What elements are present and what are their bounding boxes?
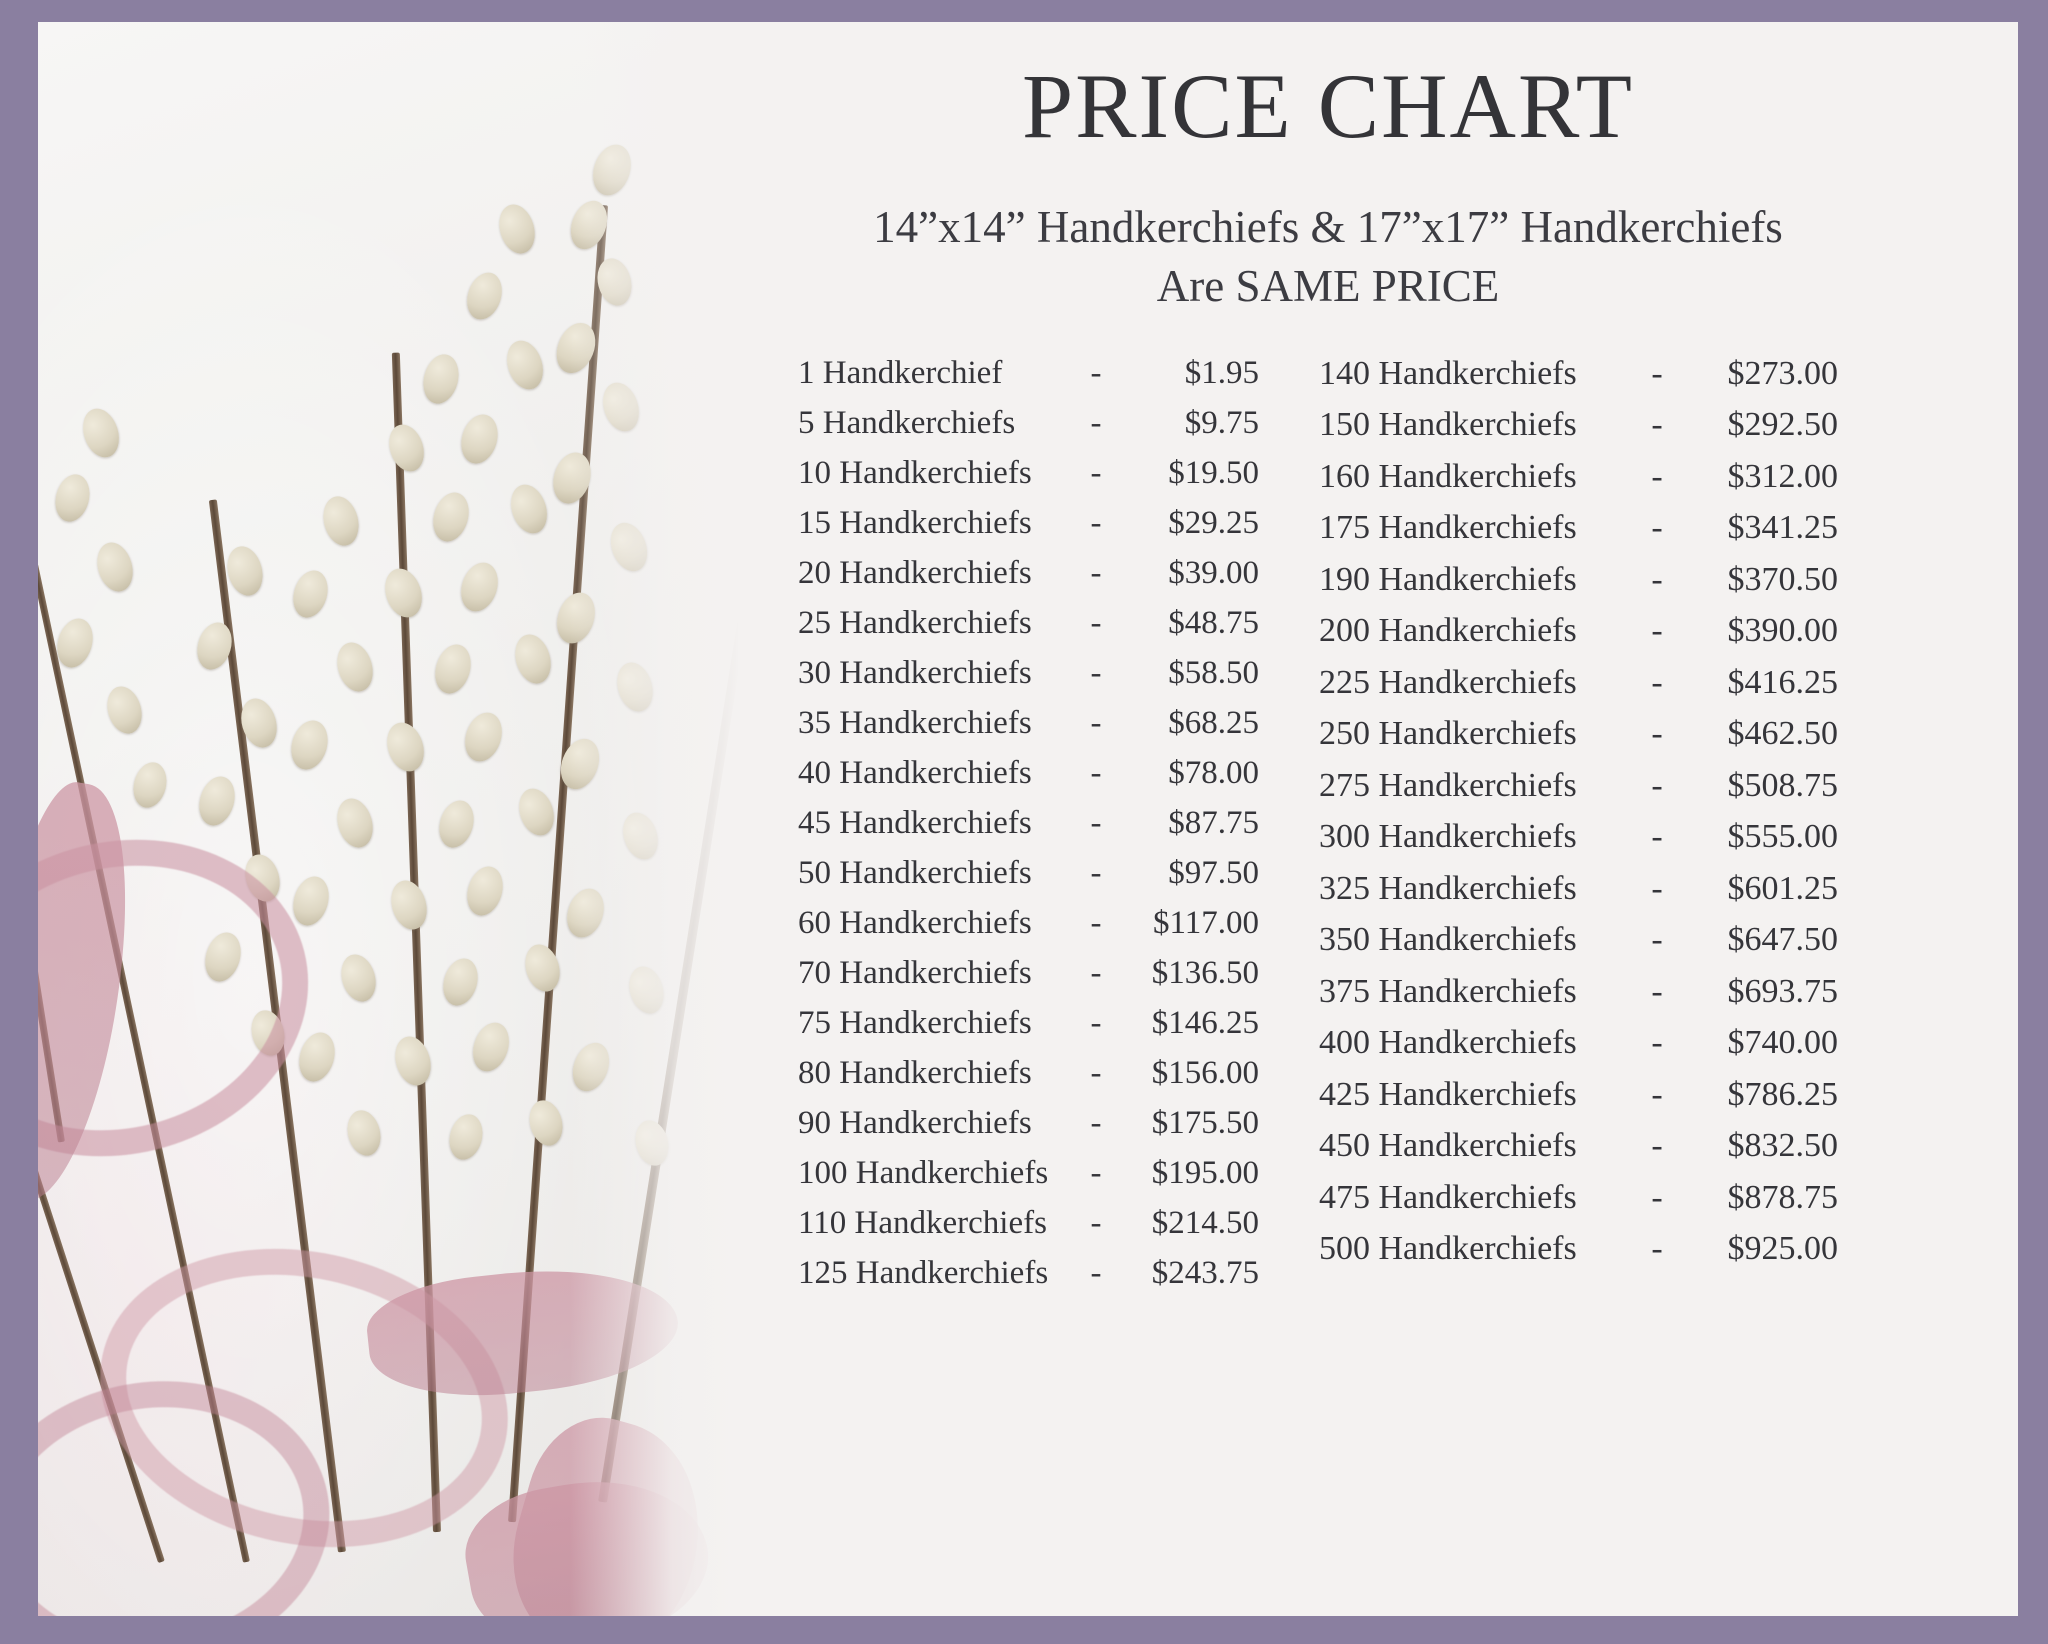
price-row-price: $508.75 bbox=[1727, 766, 1838, 804]
price-row-price: $786.25 bbox=[1727, 1075, 1838, 1113]
price-row-dash: - bbox=[1651, 354, 1663, 392]
price-row-price: $39.00 bbox=[1168, 554, 1259, 591]
price-row-dash: - bbox=[1651, 1075, 1663, 1113]
price-columns bbox=[638, 354, 2018, 1307]
price-row-price: $601.25 bbox=[1727, 869, 1838, 907]
price-row bbox=[1319, 1178, 1838, 1216]
price-row-quantity: 125 Handkerchiefs bbox=[798, 1254, 1049, 1291]
price-row-quantity: 160 Handkerchiefs bbox=[1319, 457, 1577, 495]
price-row-quantity: 175 Handkerchiefs bbox=[1319, 509, 1577, 547]
price-row-price: $214.50 bbox=[1151, 1204, 1259, 1241]
price-row-quantity: 300 Handkerchiefs bbox=[1319, 818, 1577, 856]
price-row-quantity: 475 Handkerchiefs bbox=[1319, 1178, 1577, 1216]
price-row-quantity: 325 Handkerchiefs bbox=[1319, 869, 1577, 907]
price-row-dash: - bbox=[1651, 560, 1663, 598]
price-row-quantity: 5 Handkerchiefs bbox=[798, 404, 1016, 441]
price-row-dash: - bbox=[1090, 404, 1102, 441]
price-row-dash: - bbox=[1651, 1024, 1663, 1062]
price-row-price: $156.00 bbox=[1151, 1054, 1259, 1091]
price-row-dash: - bbox=[1651, 1178, 1663, 1216]
price-row bbox=[1319, 663, 1838, 701]
price-row-dash: - bbox=[1090, 754, 1102, 791]
price-row-price: $462.50 bbox=[1727, 715, 1838, 753]
price-row-price: $195.00 bbox=[1151, 1154, 1259, 1191]
price-row bbox=[798, 754, 1259, 791]
price-row-quantity: 15 Handkerchiefs bbox=[798, 504, 1032, 541]
price-row-quantity: 350 Handkerchiefs bbox=[1319, 921, 1577, 959]
price-row-quantity: 150 Handkerchiefs bbox=[1319, 406, 1577, 444]
price-row bbox=[798, 354, 1259, 391]
price-row-price: $740.00 bbox=[1727, 1024, 1838, 1062]
price-column-right bbox=[1319, 354, 1838, 1307]
price-row bbox=[1319, 1232, 1838, 1266]
price-row bbox=[798, 604, 1259, 641]
page-title: PRICE CHART bbox=[1021, 55, 1634, 157]
price-row-price: $693.75 bbox=[1727, 972, 1838, 1010]
price-row-price: $146.25 bbox=[1151, 1004, 1259, 1041]
price-row-price: $312.00 bbox=[1727, 457, 1838, 495]
price-row-dash: - bbox=[1090, 554, 1102, 591]
price-row-quantity: 25 Handkerchiefs bbox=[798, 604, 1032, 641]
price-row-price: $19.50 bbox=[1168, 454, 1259, 491]
price-row-price: $68.25 bbox=[1168, 704, 1259, 741]
price-column-left bbox=[798, 354, 1259, 1307]
price-row bbox=[798, 804, 1259, 841]
chart-content bbox=[638, 22, 2018, 1616]
price-row-quantity: 425 Handkerchiefs bbox=[1319, 1075, 1577, 1113]
price-row-dash: - bbox=[1090, 704, 1102, 741]
price-row-dash: - bbox=[1090, 1204, 1102, 1241]
price-row-quantity: 80 Handkerchiefs bbox=[798, 1054, 1032, 1091]
price-row-dash: - bbox=[1651, 457, 1663, 495]
price-row-price: $175.50 bbox=[1151, 1104, 1259, 1141]
subtitle-line-2: Are SAME PRICE bbox=[1156, 261, 1500, 312]
price-row-quantity: 70 Handkerchiefs bbox=[798, 954, 1032, 991]
price-row-price: $58.50 bbox=[1168, 654, 1259, 691]
price-row bbox=[1319, 511, 1838, 545]
price-row bbox=[1319, 408, 1838, 442]
price-row-price: $273.00 bbox=[1727, 354, 1838, 392]
price-row bbox=[798, 654, 1259, 691]
price-row-dash: - bbox=[1651, 766, 1663, 804]
price-row-dash: - bbox=[1090, 1004, 1102, 1041]
price-row-dash: - bbox=[1651, 663, 1663, 701]
price-row-dash: - bbox=[1090, 654, 1102, 691]
price-row-quantity: 275 Handkerchiefs bbox=[1319, 766, 1577, 804]
price-row bbox=[798, 454, 1259, 491]
price-row-quantity: 40 Handkerchiefs bbox=[798, 754, 1032, 791]
price-row-dash: - bbox=[1651, 972, 1663, 1010]
price-row-dash: - bbox=[1651, 818, 1663, 856]
subtitle bbox=[668, 198, 1988, 317]
price-row bbox=[798, 954, 1259, 991]
price-row-quantity: 75 Handkerchiefs bbox=[798, 1004, 1032, 1041]
price-row-dash: - bbox=[1090, 1054, 1102, 1091]
price-row bbox=[1319, 1075, 1838, 1113]
price-row-quantity: 1 Handkerchief bbox=[798, 354, 1003, 391]
price-row bbox=[1319, 717, 1838, 751]
price-row-quantity: 30 Handkerchiefs bbox=[798, 654, 1032, 691]
price-row bbox=[798, 1254, 1259, 1291]
price-row-dash: - bbox=[1090, 904, 1102, 941]
price-row-price: $292.50 bbox=[1727, 406, 1838, 444]
price-row bbox=[1319, 1129, 1838, 1163]
price-row-dash: - bbox=[1090, 1254, 1102, 1291]
price-row-quantity: 10 Handkerchiefs bbox=[798, 454, 1032, 491]
price-row-quantity: 20 Handkerchiefs bbox=[798, 554, 1032, 591]
price-row-quantity: 110 Handkerchiefs bbox=[798, 1204, 1047, 1241]
price-row bbox=[798, 404, 1259, 441]
price-row-price: $341.25 bbox=[1727, 509, 1838, 547]
price-row bbox=[1319, 560, 1838, 598]
price-row bbox=[798, 854, 1259, 891]
price-row-price: $136.50 bbox=[1151, 954, 1259, 991]
price-row-dash: - bbox=[1090, 604, 1102, 641]
price-row-price: $1.95 bbox=[1184, 354, 1259, 391]
price-row-price: $29.25 bbox=[1168, 504, 1259, 541]
price-row-dash: - bbox=[1651, 1230, 1663, 1268]
price-row-quantity: 90 Handkerchiefs bbox=[798, 1104, 1032, 1141]
price-row bbox=[798, 1054, 1259, 1091]
price-row-quantity: 35 Handkerchiefs bbox=[798, 704, 1032, 741]
price-row-quantity: 190 Handkerchiefs bbox=[1319, 560, 1577, 598]
price-row-quantity: 450 Handkerchiefs bbox=[1319, 1127, 1577, 1165]
price-row-quantity: 500 Handkerchiefs bbox=[1319, 1230, 1577, 1268]
price-row bbox=[1319, 354, 1838, 392]
price-row-quantity: 140 Handkerchiefs bbox=[1319, 354, 1577, 392]
price-row-price: $97.50 bbox=[1168, 854, 1259, 891]
price-row-quantity: 100 Handkerchiefs bbox=[798, 1154, 1049, 1191]
price-row bbox=[1319, 820, 1838, 854]
price-row-price: $9.75 bbox=[1184, 404, 1259, 441]
price-row-quantity: 50 Handkerchiefs bbox=[798, 854, 1032, 891]
price-row-quantity: 375 Handkerchiefs bbox=[1319, 972, 1577, 1010]
price-row bbox=[1319, 869, 1838, 907]
price-row bbox=[1319, 766, 1838, 804]
price-row-quantity: 400 Handkerchiefs bbox=[1319, 1024, 1577, 1062]
price-row bbox=[1319, 972, 1838, 1010]
price-row-price: $416.25 bbox=[1727, 663, 1838, 701]
price-row-dash: - bbox=[1090, 804, 1102, 841]
price-row bbox=[1319, 614, 1838, 648]
price-row bbox=[1319, 923, 1838, 957]
price-row-price: $48.75 bbox=[1168, 604, 1259, 641]
price-row bbox=[798, 1154, 1259, 1191]
price-row-dash: - bbox=[1651, 612, 1663, 650]
price-row bbox=[1319, 1026, 1838, 1060]
price-row-dash: - bbox=[1651, 1127, 1663, 1165]
price-row-dash: - bbox=[1090, 454, 1102, 491]
price-row-price: $117.00 bbox=[1152, 904, 1259, 941]
price-row bbox=[798, 1204, 1259, 1241]
price-row bbox=[798, 1004, 1259, 1041]
price-row bbox=[798, 904, 1259, 941]
price-row-quantity: 200 Handkerchiefs bbox=[1319, 612, 1577, 650]
price-row-price: $243.75 bbox=[1151, 1254, 1259, 1291]
price-row-dash: - bbox=[1090, 954, 1102, 991]
price-row-quantity: 45 Handkerchiefs bbox=[798, 804, 1032, 841]
pussy-willow-photo bbox=[38, 22, 738, 1616]
price-row-dash: - bbox=[1090, 504, 1102, 541]
price-row bbox=[798, 504, 1259, 541]
price-row-dash: - bbox=[1090, 1104, 1102, 1141]
price-row-price: $555.00 bbox=[1727, 818, 1838, 856]
price-row-dash: - bbox=[1090, 354, 1102, 391]
price-row-price: $87.75 bbox=[1168, 804, 1259, 841]
price-chart-card bbox=[38, 22, 2018, 1616]
price-row bbox=[798, 704, 1259, 741]
subtitle-line-1: 14”x14” Handkerchiefs & 17”x17” Handkerchiefs bbox=[873, 202, 1783, 252]
price-row-price: $878.75 bbox=[1727, 1178, 1838, 1216]
price-row bbox=[1319, 457, 1838, 495]
price-row bbox=[798, 554, 1259, 591]
price-row-quantity: 250 Handkerchiefs bbox=[1319, 715, 1577, 753]
price-row-dash: - bbox=[1651, 715, 1663, 753]
price-row bbox=[798, 1104, 1259, 1141]
price-row-dash: - bbox=[1651, 406, 1663, 444]
price-row-quantity: 225 Handkerchiefs bbox=[1319, 663, 1577, 701]
price-row-quantity: 60 Handkerchiefs bbox=[798, 904, 1032, 941]
price-row-price: $832.50 bbox=[1727, 1127, 1838, 1165]
price-row-price: $390.00 bbox=[1727, 612, 1838, 650]
price-row-dash: - bbox=[1651, 509, 1663, 547]
price-row-price: $370.50 bbox=[1727, 560, 1838, 598]
price-row-dash: - bbox=[1090, 1154, 1102, 1191]
price-row-price: $925.00 bbox=[1727, 1230, 1838, 1268]
price-row-price: $78.00 bbox=[1168, 754, 1259, 791]
price-row-dash: - bbox=[1090, 854, 1102, 891]
price-row-price: $647.50 bbox=[1727, 921, 1838, 959]
price-row-dash: - bbox=[1651, 869, 1663, 907]
price-row-dash: - bbox=[1651, 921, 1663, 959]
